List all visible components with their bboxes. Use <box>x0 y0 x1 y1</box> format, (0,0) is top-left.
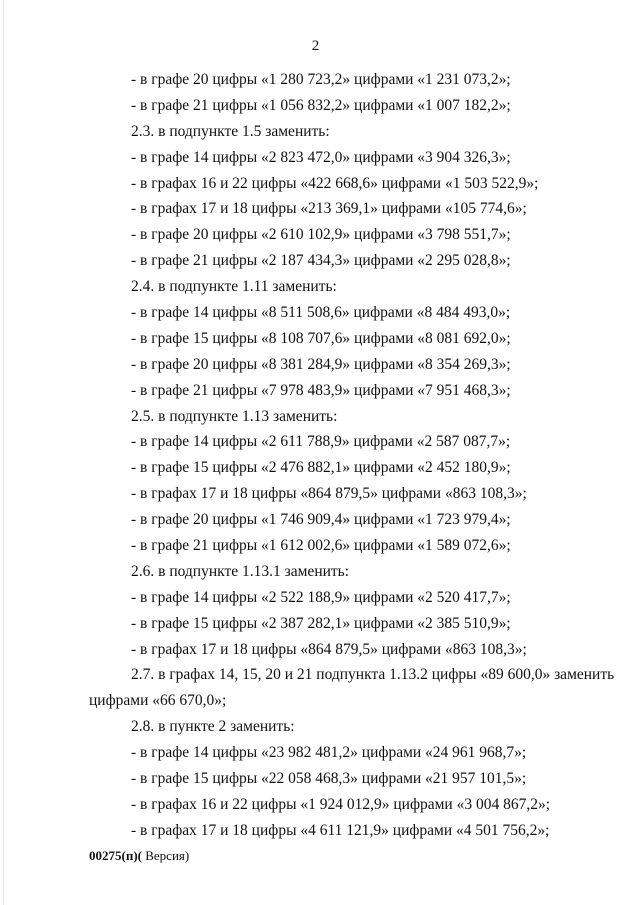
replacement-item: - в графах 17 и 18 цифры «4 611 121,9» цифрами «4 501 756,2»; <box>131 821 550 839</box>
replacement-item: - в графе 14 цифры «2 522 188,9» цифрами «2 520 417,7»; <box>131 588 511 606</box>
replacement-item: - в графе 21 цифры «1 056 832,2» цифрами «1 007 182,2»; <box>131 96 511 114</box>
replacement-item: - в графе 14 цифры «2 611 788,9» цифрами «2 587 087,7»; <box>131 433 511 451</box>
paragraph-continuation: цифрами «66 670,0»; <box>89 692 227 710</box>
replacement-item: - в графах 17 и 18 цифры «213 369,1» цифрами «105 774,6»; <box>131 200 527 218</box>
subsection-heading: 2.4. в подпункте 1.11 заменить: <box>131 278 337 296</box>
document-version: Версия) <box>141 848 190 863</box>
replacement-item: - в графах 16 и 22 цифры «1 924 012,9» цифрами «3 004 867,2»; <box>131 795 551 813</box>
subsection-heading: 2.8. в пункте 2 заменить: <box>131 718 295 736</box>
subsection-heading: 2.3. в подпункте 1.5 заменить: <box>131 122 330 140</box>
replacement-item: - в графе 14 цифры «23 982 481,2» цифрами «24 961 968,7»; <box>131 744 527 762</box>
replacement-item: - в графе 20 цифры «1 280 723,2» цифрами «1 231 073,2»; <box>131 71 511 88</box>
replacement-item: - в графе 21 цифры «2 187 434,3» цифрами «2 295 028,8»; <box>131 252 511 270</box>
paragraph-line: 2.7. в графах 14, 15, 20 и 21 подпункта 1.13.2 цифры «89 600,0» заменить <box>131 666 615 684</box>
document-footer <box>89 848 189 864</box>
replacement-item: - в графах 16 и 22 цифры «422 668,6» цифрами «1 503 522,9»; <box>131 174 539 192</box>
replacement-item: - в графе 15 цифры «2 387 282,1» цифрами «2 385 510,9»; <box>131 614 511 632</box>
replacement-item: - в графе 21 цифры «1 612 002,6» цифрами «1 589 072,6»; <box>131 537 511 555</box>
document-body <box>0 67 631 844</box>
replacement-item: - в графе 15 цифры «22 058 468,3» цифрами «21 957 101,5»; <box>131 770 527 788</box>
replacement-item: - в графе 15 цифры «8 108 707,6» цифрами «8 081 692,0»; <box>131 329 511 347</box>
replacement-item: - в графе 14 цифры «8 511 508,6» цифрами «8 484 493,0»; <box>131 304 511 322</box>
replacement-item: - в графе 14 цифры «2 823 472,0» цифрами «3 904 326,3»; <box>131 148 511 166</box>
replacement-item: - в графах 17 и 18 цифры «864 879,5» цифрами «863 108,3»; <box>131 485 527 503</box>
replacement-item: - в графе 15 цифры «2 476 882,1» цифрами «2 452 180,9»; <box>131 459 511 477</box>
subsection-heading: 2.6. в подпункте 1.13.1 заменить: <box>131 562 350 580</box>
subsection-heading: 2.5. в подпункте 1.13 заменить: <box>131 407 338 425</box>
replacement-item: - в графе 20 цифры «2 610 102,9» цифрами «3 798 551,7»; <box>131 226 511 244</box>
replacement-item: - в графе 20 цифры «1 746 909,4» цифрами «1 723 979,4»; <box>131 511 511 529</box>
page-number: 2 <box>311 38 320 54</box>
replacement-item: - в графах 17 и 18 цифры «864 879,5» цифрами «863 108,3»; <box>131 640 527 658</box>
replacement-item: - в графе 21 цифры «7 978 483,9» цифрами «7 951 468,3»; <box>131 381 511 399</box>
replacement-item: - в графе 20 цифры «8 381 284,9» цифрами «8 354 269,3»; <box>131 355 511 373</box>
document-code: 00275(п)( <box>89 848 142 863</box>
